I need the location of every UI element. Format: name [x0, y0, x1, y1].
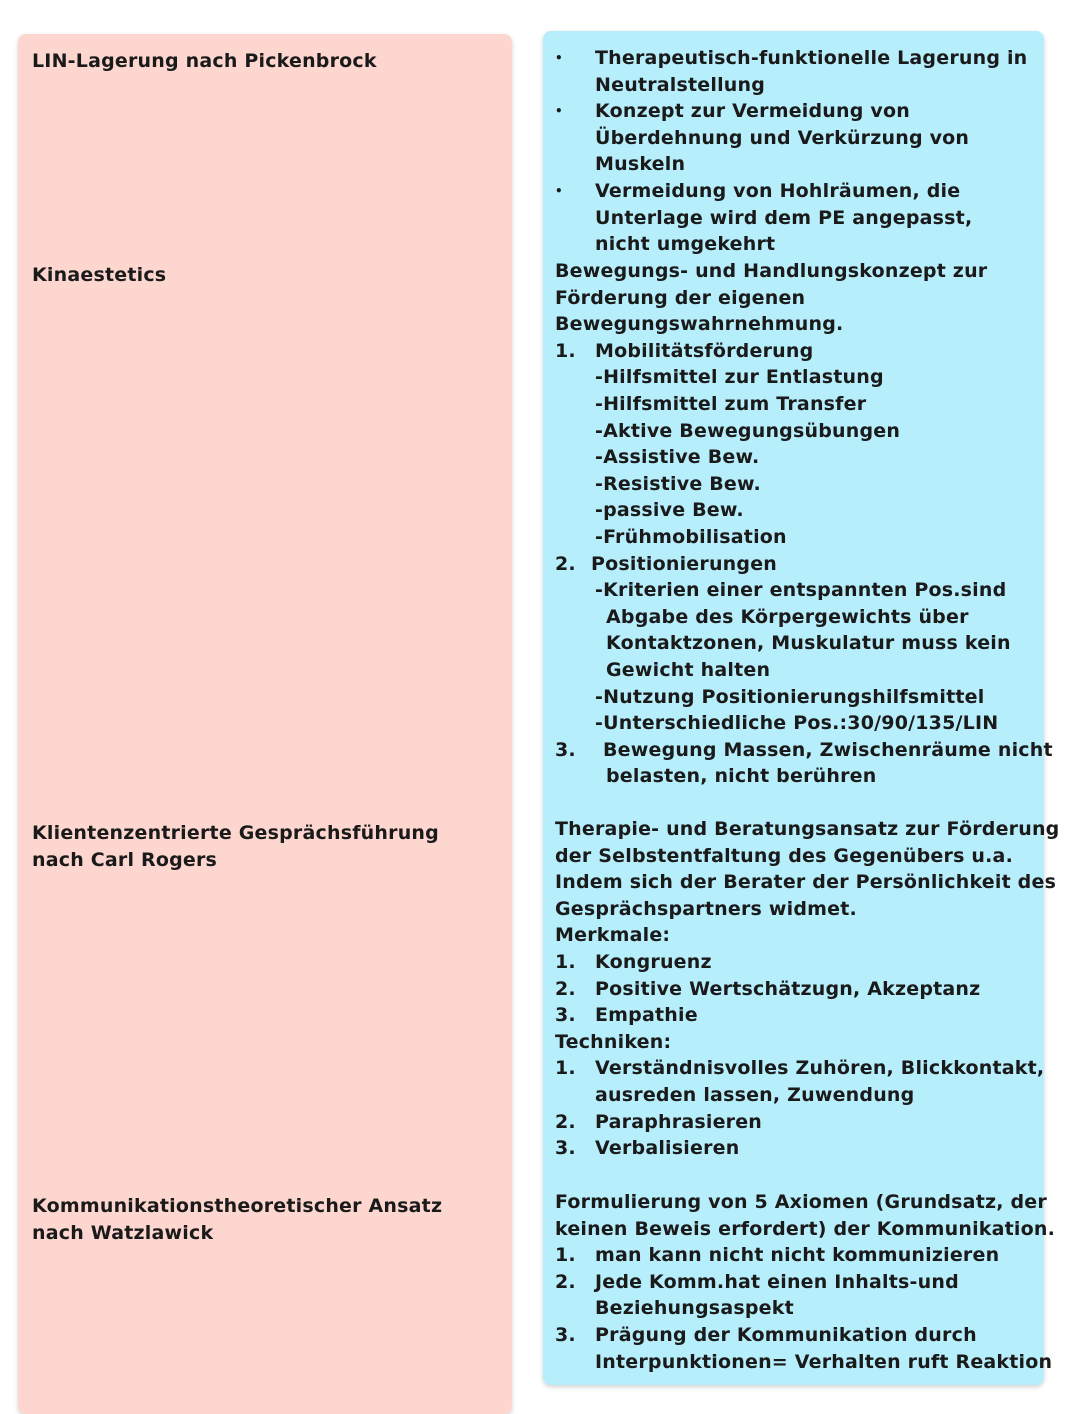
- bullet-icon: •: [555, 183, 563, 198]
- intro-line: Bewegungs- und Handlungskonzept zur: [555, 260, 988, 282]
- list-item: [555, 45, 1035, 98]
- sub-item: -Assistive Bew.: [595, 446, 760, 469]
- list-item: [555, 1109, 1035, 1136]
- sub-item: -Hilfsmittel zum Transfer: [595, 392, 867, 415]
- list-item: [555, 1002, 1035, 1029]
- bullet-icon: •: [555, 51, 563, 65]
- list-item-continuation: ausreden lassen, Zuwendung: [595, 1083, 915, 1106]
- bold-term: Überdehnung: [595, 126, 743, 149]
- list-item-continuation: Interpunktionen= Verhalten ruft Reaktion: [595, 1350, 1053, 1373]
- list-item-text: Empathie: [595, 1004, 698, 1027]
- list-item: [555, 1135, 1035, 1162]
- term-kommunikationstheoretischer-ansatz: Kommunikationstheoretischer Ansatz nach Watzlawick: [32, 1195, 443, 1244]
- list-item: [555, 178, 1035, 258]
- intro-line: Förderung der eigenen: [555, 286, 806, 309]
- intro-line: Formulierung von 5 Axiomen (Grundsatz, der: [555, 1191, 1047, 1213]
- intro-line: der Selbstentfaltung des Gegenübers u.a.: [555, 844, 1013, 867]
- list-item-text: Verständnisvolles Zuhören, Blickkontakt,: [595, 1057, 1045, 1080]
- list-item-text: man kann nicht nicht kommunizieren: [595, 1244, 1000, 1267]
- list-item-text: Kongruenz: [595, 950, 712, 973]
- list-item: [555, 1055, 1045, 1082]
- list-item-text: Mobilitätsförderung: [595, 339, 814, 362]
- list-item: [555, 1269, 1035, 1296]
- techniken-label: Techniken:: [555, 1030, 672, 1053]
- sub-item: -Resistive Bew.: [595, 472, 761, 495]
- sub-item-continuation: Abgabe des Körpergewichts über: [606, 605, 969, 628]
- list-item-continuation: Beziehungsaspekt: [595, 1297, 794, 1320]
- list-number: 2.: [555, 977, 576, 1000]
- definition-kinaestetics: [555, 258, 1053, 790]
- list-item-continuation: belasten, nicht berühren: [606, 765, 877, 788]
- intro-line: Indem sich der Berater der Persönlichkeit des: [555, 871, 1057, 894]
- list-number: 3.: [555, 1323, 576, 1346]
- term-kinaestetics: Kinaestetics: [32, 264, 167, 286]
- sub-item: -Aktive Bewegungsübungen: [595, 419, 901, 442]
- intro-line: Therapie- und Beratungsansatz zur Förderung: [555, 818, 1060, 840]
- intro-line: Gesprächspartners widmet.: [555, 897, 857, 920]
- list-item: [555, 551, 1035, 578]
- list-item: [555, 737, 1053, 764]
- list-number: 1.: [555, 339, 576, 362]
- list-item-text: Positive Wertschätzugn, Akzeptanz: [595, 977, 981, 1000]
- list-item: [555, 1242, 1035, 1269]
- list-number: 1.: [555, 950, 576, 973]
- sub-item: -passive Bew.: [595, 499, 744, 522]
- list-item-text: Prägung der Kommunikation durch: [595, 1323, 977, 1346]
- list-number: 2.: [555, 1270, 576, 1293]
- list-item-text-end: und Verkürzung von Muskeln: [595, 126, 970, 176]
- list-number: 2.: [555, 1110, 576, 1133]
- list-item-text: [595, 98, 1035, 178]
- list-item: [555, 338, 1035, 365]
- sub-item-continuation: Kontaktzonen, Muskulatur muss kein: [606, 632, 1011, 655]
- list-item: [555, 1322, 1035, 1349]
- sub-item: -Hilfsmittel zur Entlastung: [595, 366, 884, 389]
- intro-line: Bewegungswahrnehmung.: [555, 313, 844, 336]
- list-item-text: Positionierungen: [591, 552, 778, 575]
- sub-item-continuation: Gewicht halten: [606, 658, 771, 681]
- list-number: 1.: [555, 1057, 576, 1080]
- sub-item: -Frühmobilisation: [595, 525, 787, 548]
- list-item: [555, 976, 1035, 1003]
- list-item-text: Verbalisieren: [595, 1137, 740, 1160]
- list-item-text: Bewegung Massen, Zwischenräume nicht: [603, 738, 1053, 761]
- list-item-text: Therapeutisch-funktionelle Lagerung in Neutralstellung: [595, 47, 1028, 96]
- list-number: 3.: [555, 1004, 576, 1027]
- sub-item: -Kriterien einer entspannten Pos.sind: [595, 579, 1007, 602]
- term-klientenzentrierte-gespraechsfuehrung: Klientenzentrierte Gesprächsführung nach Carl Rogers: [32, 822, 439, 871]
- list-item: [555, 949, 1035, 976]
- bullet-icon: •: [555, 104, 563, 119]
- list-number: 2.: [555, 552, 576, 575]
- list-item: [555, 98, 1035, 178]
- term-lin-lagerung: LIN-Lagerung nach Pickenbrock: [32, 50, 377, 72]
- sub-item: -Unterschiedliche Pos.:30/90/135/LIN: [595, 712, 999, 735]
- merkmale-label: Merkmale:: [555, 924, 671, 947]
- list-number: 3.: [555, 738, 576, 761]
- list-item-text: Jede Komm.hat einen Inhalts-und: [595, 1270, 959, 1293]
- definitions-column: [543, 31, 1060, 1385]
- list-item-text: Vermeidung von Hohlräumen, die Unterlage wird dem PE angepasst, nicht umgekehrt: [595, 179, 973, 256]
- list-number: 1.: [555, 1244, 576, 1267]
- list-number: 3.: [555, 1137, 576, 1160]
- intro-line: keinen Beweis erfordert) der Kommunikation.: [555, 1217, 1056, 1240]
- sub-item: -Nutzung Positionierungshilfsmittel: [595, 685, 985, 708]
- terms-column: [18, 34, 512, 1414]
- definition-rogers: [555, 816, 1060, 1162]
- list-item-text: Paraphrasieren: [595, 1110, 763, 1133]
- list-item-text-start: Konzept zur Vermeidung von: [595, 100, 910, 123]
- definition-watzlawick: [555, 1189, 1056, 1375]
- definition-lin-lagerung: [555, 45, 1035, 258]
